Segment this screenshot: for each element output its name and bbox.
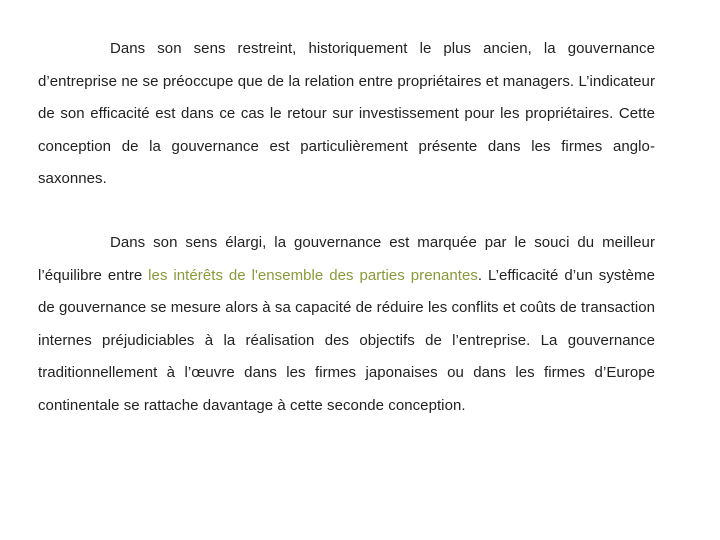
paragraph-restricted-sense: Dans son sens restreint, historiquement le plus ancien, la gouvernance d’entreprise ne se préoccupe que de la relation entre propriétaires et managers. L’indicateur de son efficacité est dans ce cas le retour sur investissement pour les propriétaires. Cette conception de la gouvernance est particulièrement présente dans les firmes anglo-saxonnes. (38, 40, 655, 188)
paragraph-broad-sense (38, 227, 655, 423)
paragraph-text-before: Dans son sens élargi, la gouvernance est marquée par le souci du meilleur l’équilibre entre (38, 234, 655, 284)
paragraph-text-after: . L’efficacité d’un système de gouvernance se mesure alors à sa capacité de réduire les conflits et coûts de transaction internes préjudiciables à la réalisation des objectifs de l’entreprise. La gouvernance traditionnellement à l’œuvre dans les firmes japonaises ou dans les firmes d’Europe continentale se rattache davantage à cette seconde conception. (38, 266, 655, 414)
highlighted-stakeholders-text: les intérêts de l'ensemble des parties prenantes (148, 266, 478, 284)
